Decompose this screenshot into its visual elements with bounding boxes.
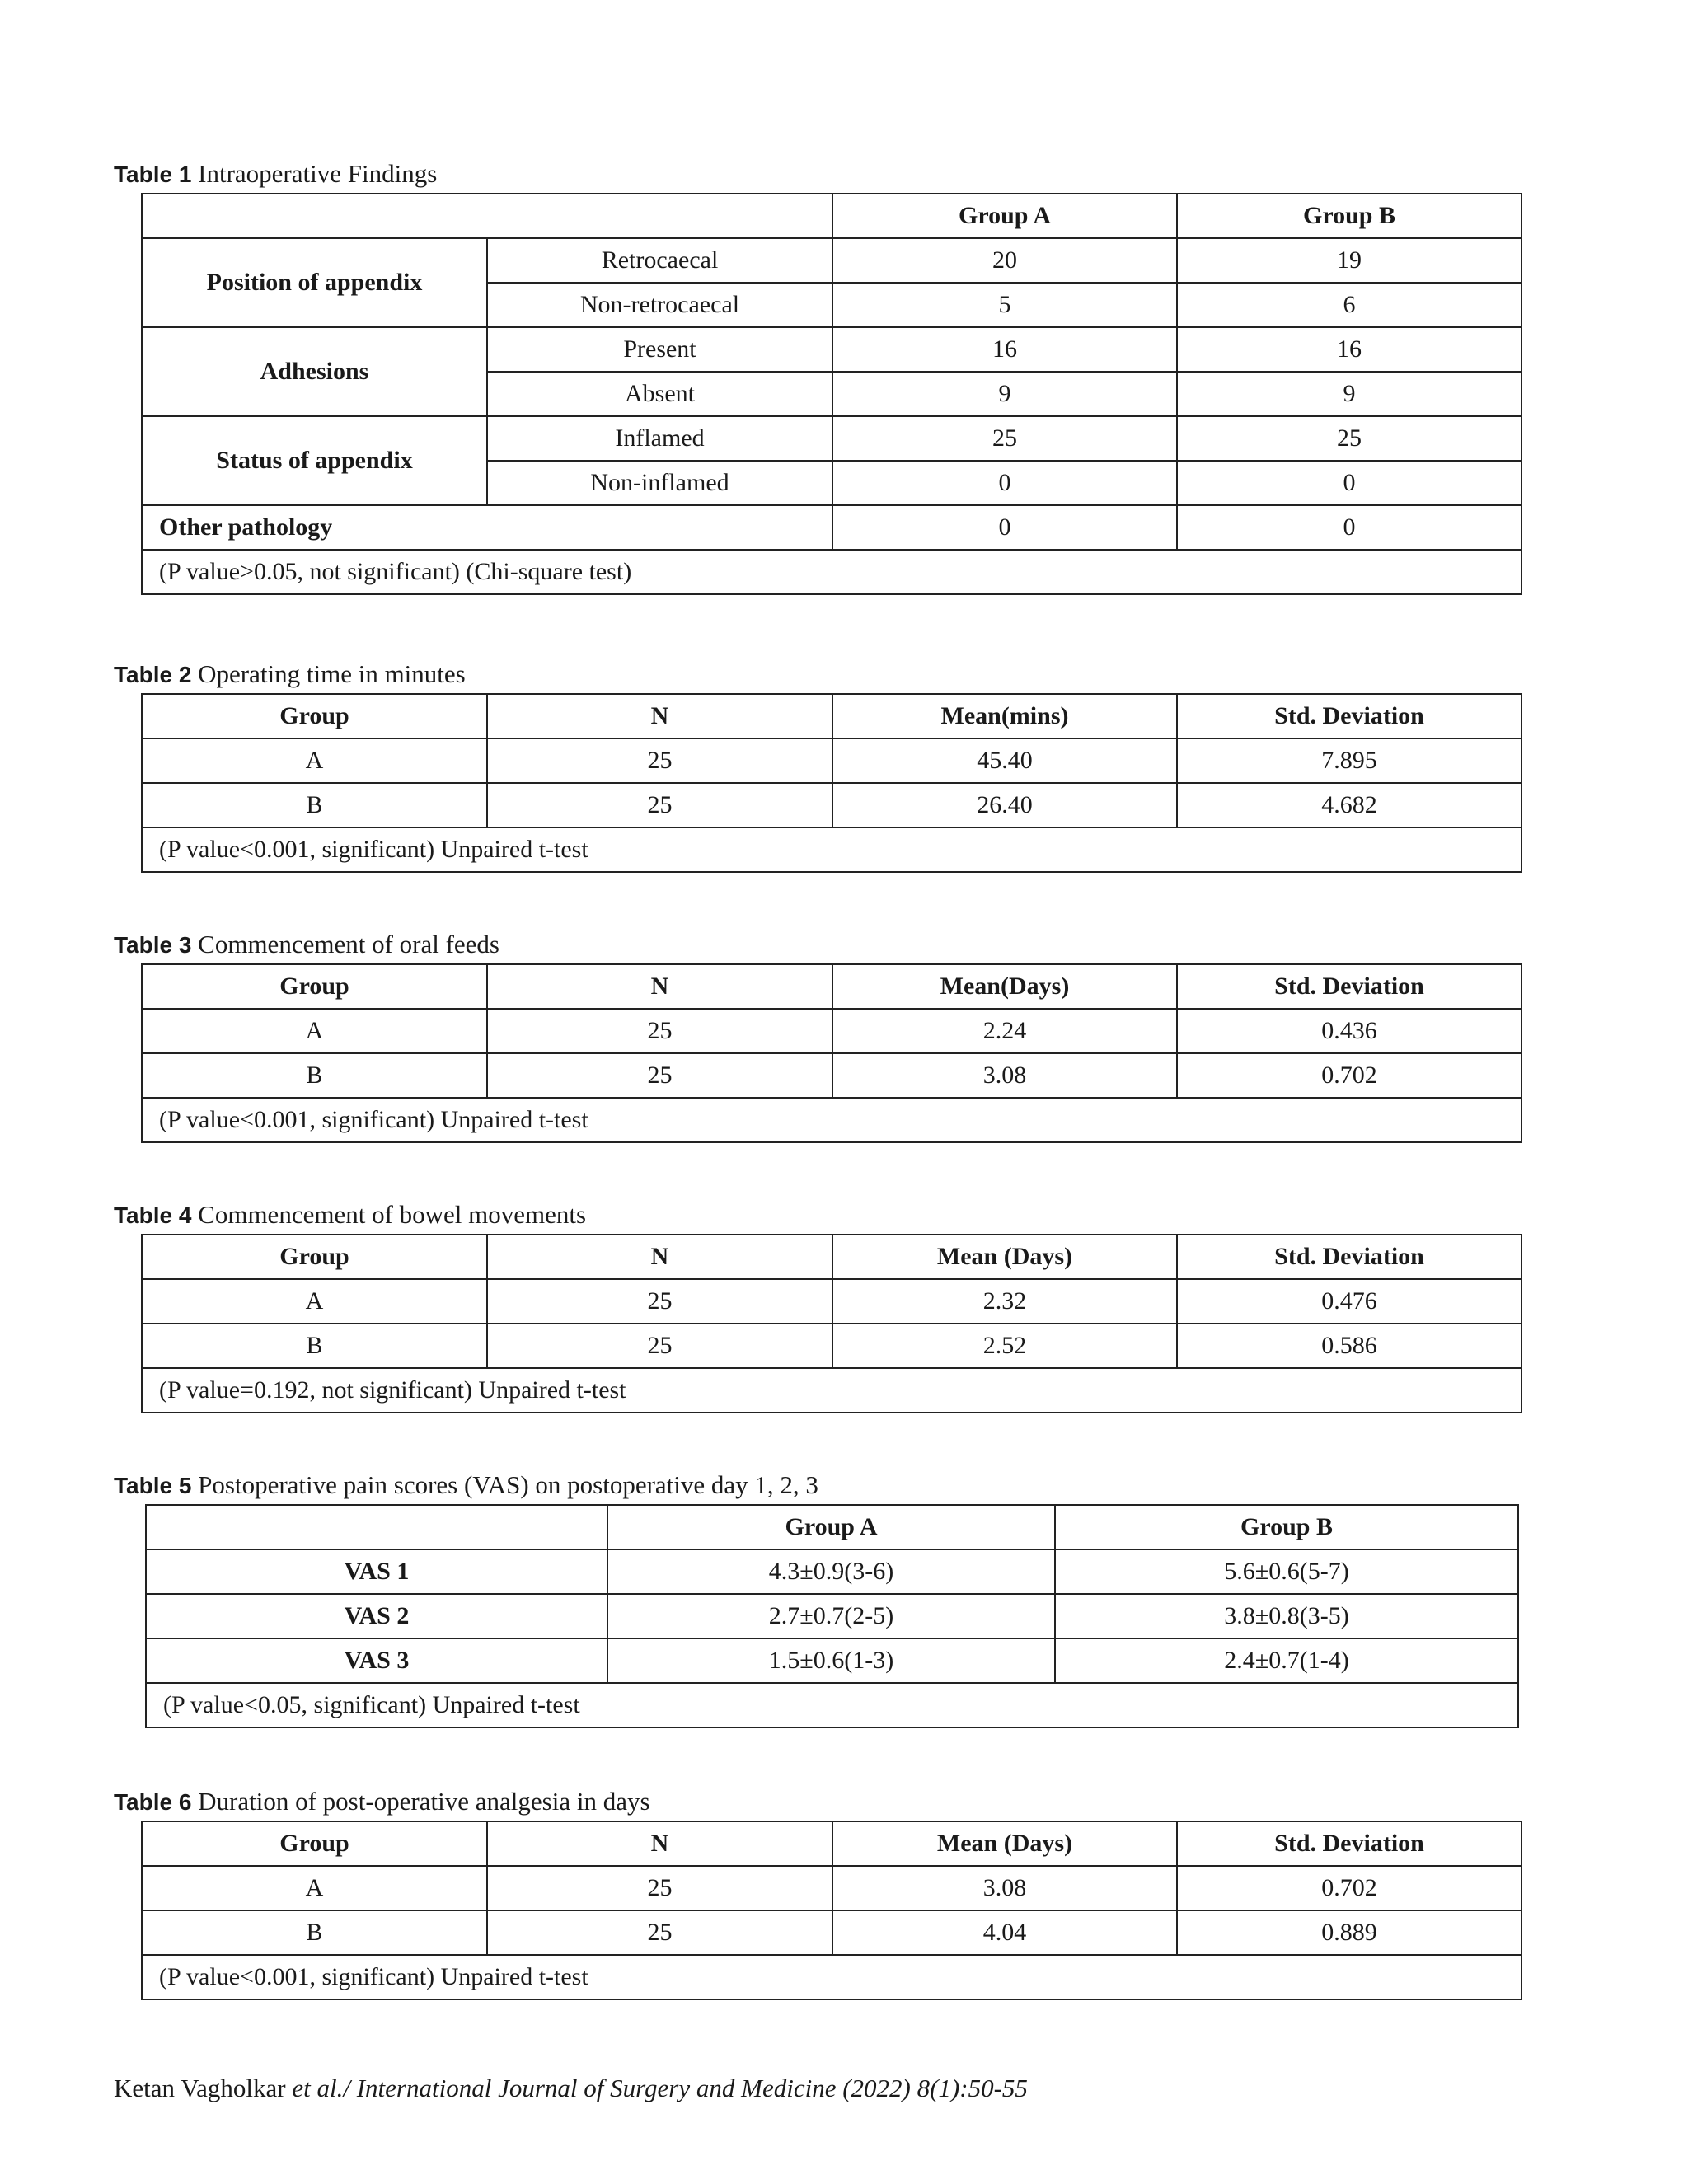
cell: 0 bbox=[1177, 505, 1522, 550]
table2-caption bbox=[114, 659, 466, 689]
cell: 2.32 bbox=[832, 1279, 1177, 1324]
header-cell: Group bbox=[142, 694, 487, 738]
header-cell: Group bbox=[142, 1235, 487, 1279]
table-header-row bbox=[142, 964, 1522, 1009]
cell: 3.08 bbox=[832, 1866, 1177, 1910]
other-pathology-label: Other pathology bbox=[142, 505, 832, 550]
table-row bbox=[142, 238, 1522, 283]
row-label: VAS 3 bbox=[146, 1638, 607, 1683]
table3-caption bbox=[114, 930, 499, 959]
cell: 0.889 bbox=[1177, 1910, 1522, 1955]
table3-label: Table 3 bbox=[114, 932, 192, 958]
cell: 2.24 bbox=[832, 1009, 1177, 1053]
table5 bbox=[145, 1504, 1519, 1728]
footer-etal: et al. bbox=[292, 2074, 344, 2102]
footer-journal: / International Journal of Surgery and Medicine (2022) 8(1):50-55 bbox=[343, 2074, 1028, 2102]
table-note: (P value>0.05, not significant) (Chi-square test) bbox=[142, 550, 1522, 594]
header-cell: Group B bbox=[1055, 1505, 1518, 1549]
table-note-row bbox=[146, 1683, 1518, 1727]
cell: 25 bbox=[487, 1324, 832, 1368]
table4-title: Commencement of bowel movements bbox=[198, 1200, 587, 1229]
table6-caption bbox=[114, 1787, 650, 1816]
table-note: (P value<0.05, significant) Unpaired t-test bbox=[146, 1683, 1518, 1727]
cell: B bbox=[142, 1324, 487, 1368]
header-cell: Group B bbox=[1177, 194, 1522, 238]
header-cell: Group A bbox=[607, 1505, 1055, 1549]
table-note-row bbox=[142, 1098, 1522, 1142]
table4 bbox=[141, 1234, 1522, 1413]
table3 bbox=[141, 963, 1522, 1143]
table-note-row bbox=[142, 1955, 1522, 1999]
table4-caption bbox=[114, 1200, 586, 1230]
header-cell: Mean (Days) bbox=[832, 1235, 1177, 1279]
cell: 5 bbox=[832, 283, 1177, 327]
row-label: Absent bbox=[487, 372, 832, 416]
header-cell: Group bbox=[142, 1821, 487, 1866]
cell: 25 bbox=[487, 783, 832, 827]
table2-title: Operating time in minutes bbox=[198, 659, 466, 688]
table-note-row bbox=[142, 550, 1522, 594]
header-cell: N bbox=[487, 964, 832, 1009]
cell: 4.682 bbox=[1177, 783, 1522, 827]
row-label: Non-retrocaecal bbox=[487, 283, 832, 327]
table6-label: Table 6 bbox=[114, 1789, 192, 1815]
header-cell: Std. Deviation bbox=[1177, 964, 1522, 1009]
cell: 3.08 bbox=[832, 1053, 1177, 1098]
header-cell: Mean(mins) bbox=[832, 694, 1177, 738]
cell: 2.7±0.7(2-5) bbox=[607, 1594, 1055, 1638]
table-row bbox=[142, 1866, 1522, 1910]
row-label: Present bbox=[487, 327, 832, 372]
table-row bbox=[142, 1279, 1522, 1324]
cell: 26.40 bbox=[832, 783, 1177, 827]
cell: B bbox=[142, 1053, 487, 1098]
page-footer bbox=[114, 2074, 1028, 2103]
row-label: VAS 1 bbox=[146, 1549, 607, 1594]
table4-label: Table 4 bbox=[114, 1202, 192, 1228]
cell: A bbox=[142, 738, 487, 783]
cell: 20 bbox=[832, 238, 1177, 283]
table5-caption bbox=[114, 1470, 818, 1500]
row-label: Non-inflamed bbox=[487, 461, 832, 505]
table2 bbox=[141, 693, 1522, 873]
table-note-row bbox=[142, 827, 1522, 872]
header-cell: N bbox=[487, 694, 832, 738]
section-label: Position of appendix bbox=[142, 238, 487, 327]
cell: 19 bbox=[1177, 238, 1522, 283]
table-note: (P value<0.001, significant) Unpaired t-test bbox=[142, 1098, 1522, 1142]
cell: 25 bbox=[832, 416, 1177, 461]
cell: 0.476 bbox=[1177, 1279, 1522, 1324]
cell: 25 bbox=[487, 738, 832, 783]
cell: 4.04 bbox=[832, 1910, 1177, 1955]
cell: 1.5±0.6(1-3) bbox=[607, 1638, 1055, 1683]
header-cell: N bbox=[487, 1235, 832, 1279]
cell: 0 bbox=[832, 461, 1177, 505]
row-label: VAS 2 bbox=[146, 1594, 607, 1638]
table-row bbox=[142, 738, 1522, 783]
table-row bbox=[146, 1549, 1518, 1594]
cell: 3.8±0.8(3-5) bbox=[1055, 1594, 1518, 1638]
cell: 25 bbox=[487, 1866, 832, 1910]
table-row bbox=[142, 1009, 1522, 1053]
cell: 2.4±0.7(1-4) bbox=[1055, 1638, 1518, 1683]
cell: 6 bbox=[1177, 283, 1522, 327]
header-cell: Std. Deviation bbox=[1177, 1821, 1522, 1866]
table-row bbox=[142, 505, 1522, 550]
cell: 45.40 bbox=[832, 738, 1177, 783]
cell: 25 bbox=[1177, 416, 1522, 461]
table-row bbox=[142, 1324, 1522, 1368]
cell: 16 bbox=[832, 327, 1177, 372]
table-row bbox=[146, 1638, 1518, 1683]
table-header-row bbox=[142, 1821, 1522, 1866]
header-cell: Std. Deviation bbox=[1177, 1235, 1522, 1279]
cell: B bbox=[142, 1910, 487, 1955]
table-header-row bbox=[142, 194, 1522, 238]
cell: 9 bbox=[1177, 372, 1522, 416]
header-cell: N bbox=[487, 1821, 832, 1866]
row-label: Inflamed bbox=[487, 416, 832, 461]
table1-caption bbox=[114, 159, 437, 189]
cell: 0.702 bbox=[1177, 1053, 1522, 1098]
cell: 4.3±0.9(3-6) bbox=[607, 1549, 1055, 1594]
table-row bbox=[142, 1910, 1522, 1955]
cell: 25 bbox=[487, 1910, 832, 1955]
section-label: Status of appendix bbox=[142, 416, 487, 505]
table1-label: Table 1 bbox=[114, 162, 192, 187]
cell: 2.52 bbox=[832, 1324, 1177, 1368]
cell: 0 bbox=[1177, 461, 1522, 505]
table3-title: Commencement of oral feeds bbox=[198, 930, 499, 958]
table-header-row bbox=[142, 1235, 1522, 1279]
cell: 0.586 bbox=[1177, 1324, 1522, 1368]
cell: 25 bbox=[487, 1053, 832, 1098]
table-note-row bbox=[142, 1368, 1522, 1413]
cell: 0 bbox=[832, 505, 1177, 550]
table-note: (P value=0.192, not significant) Unpaired t-test bbox=[142, 1368, 1522, 1413]
table-header-row bbox=[146, 1505, 1518, 1549]
table6-title: Duration of post-operative analgesia in days bbox=[198, 1787, 650, 1816]
cell: 16 bbox=[1177, 327, 1522, 372]
cell: 25 bbox=[487, 1279, 832, 1324]
table-header-row bbox=[142, 694, 1522, 738]
cell: B bbox=[142, 783, 487, 827]
table-note: (P value<0.001, significant) Unpaired t-test bbox=[142, 1955, 1522, 1999]
header-cell: Group bbox=[142, 964, 487, 1009]
cell: 0.702 bbox=[1177, 1866, 1522, 1910]
row-label: Retrocaecal bbox=[487, 238, 832, 283]
cell: A bbox=[142, 1009, 487, 1053]
table5-title: Postoperative pain scores (VAS) on postoperative day 1, 2, 3 bbox=[198, 1470, 818, 1499]
cell: 9 bbox=[832, 372, 1177, 416]
cell: A bbox=[142, 1866, 487, 1910]
cell: A bbox=[142, 1279, 487, 1324]
header-cell: Std. Deviation bbox=[1177, 694, 1522, 738]
table-row bbox=[142, 416, 1522, 461]
table5-label: Table 5 bbox=[114, 1473, 192, 1498]
table-row bbox=[142, 783, 1522, 827]
table-row bbox=[142, 1053, 1522, 1098]
table6 bbox=[141, 1821, 1522, 2000]
header-cell: Mean (Days) bbox=[832, 1821, 1177, 1866]
table1-title: Intraoperative Findings bbox=[198, 159, 438, 188]
cell: 25 bbox=[487, 1009, 832, 1053]
table-note: (P value<0.001, significant) Unpaired t-test bbox=[142, 827, 1522, 872]
header-cell: Mean(Days) bbox=[832, 964, 1177, 1009]
cell: 5.6±0.6(5-7) bbox=[1055, 1549, 1518, 1594]
header-cell-empty bbox=[142, 194, 832, 238]
table-row bbox=[142, 327, 1522, 372]
header-cell-empty bbox=[146, 1505, 607, 1549]
cell: 0.436 bbox=[1177, 1009, 1522, 1053]
cell: 7.895 bbox=[1177, 738, 1522, 783]
table1 bbox=[141, 193, 1522, 595]
header-cell: Group A bbox=[832, 194, 1177, 238]
table2-label: Table 2 bbox=[114, 662, 192, 687]
table-row bbox=[146, 1594, 1518, 1638]
footer-author: Ketan Vagholkar bbox=[114, 2074, 286, 2102]
section-label: Adhesions bbox=[142, 327, 487, 416]
